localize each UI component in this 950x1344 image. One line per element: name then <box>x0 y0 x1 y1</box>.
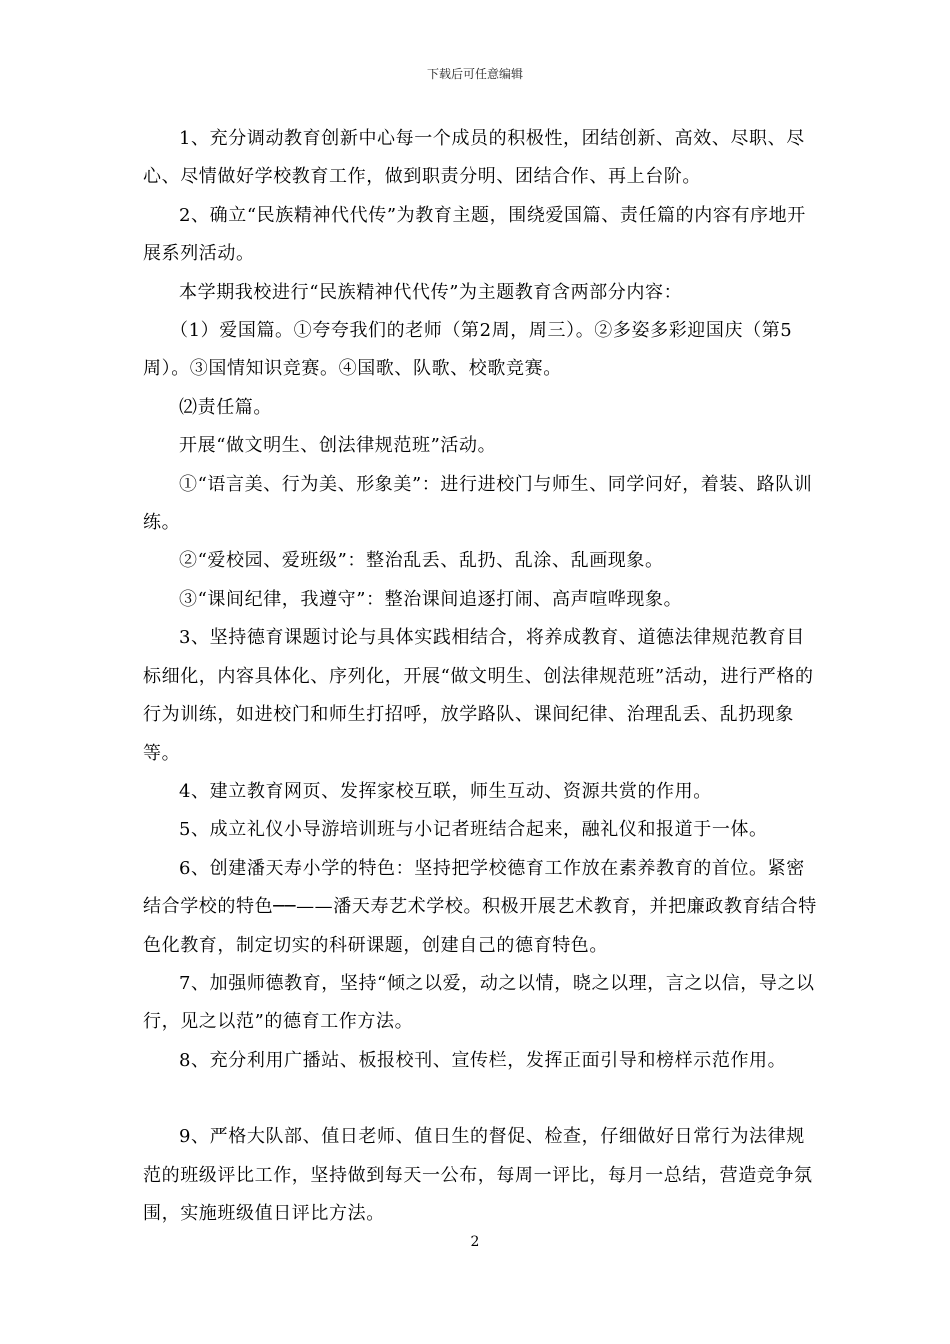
paragraph-5: ⑵责任篇。 <box>179 396 272 418</box>
paragraph-3: 本学期我校进行“民族精神代代传”为主题教育含两部分内容： <box>179 281 683 303</box>
paragraph-4: （1）爱国篇。①夸夸我们的老师（第2周，周三）。②多姿多彩迎国庆（第5周）。③国情知识竞赛。④国歌、队歌、校歌竞赛。 <box>143 320 793 380</box>
document-body <box>143 120 823 1233</box>
page-header: 下载后可任意编辑 <box>426 67 523 81</box>
paragraph-11: 4、建立教育网页、发挥家校互联，师生互动、资源共赏的作用。 <box>179 780 712 802</box>
paragraph-13: 6、创建潘天寿小学的特色：坚持把学校德育工作放在素养教育的首位。紧密结合学校的特色──——潘天寿艺术学校。积极开展艺术教育，并把廉政教育结合特色化教育，制定切实的科研课题，创建自己的德育特色。 <box>143 857 817 956</box>
paragraph-14: 7、加强师德教育，坚持“倾之以爱，动之以情，晓之以理，言之以信，导之以行，见之以范”的德育工作方法。 <box>143 972 815 1033</box>
paragraph-7: ①“语言美、行为美、形象美”：进行进校门与师生、同学问好，着装、路队训练。 <box>143 473 813 534</box>
paragraph-2: 2、确立“民族精神代代传”为教育主题，围绕爱国篇、责任篇的内容有序地开展系列活动。 <box>143 204 806 265</box>
paragraph-12: 5、成立礼仪小导游培训班与小记者班结合起来，融礼仪和报道于一体。 <box>179 819 768 841</box>
paragraph-6: 开展“做文明生、创法律规范班”活动。 <box>179 435 497 457</box>
paragraph-1: 1、充分调动教育创新中心每一个成员的积极性，团结创新、高效、尽职、尽心、尽情做好学校教育工作，做到职责分明、团结合作、再上台阶。 <box>143 128 805 188</box>
paragraph-8: ②“爱校园、爱班级”：整治乱丢、乱扔、乱涂、乱画现象。 <box>179 550 664 572</box>
paragraph-15: 8、充分利用广播站、板报校刊、宣传栏，发挥正面引导和榜样示范作用。 <box>179 1049 787 1071</box>
paragraph-16: 9、严格大队部、值日老师、值日生的督促、检查，仔细做好日常行为法律规范的班级评比工作，坚持做到每天一公布，每周一评比，每月一总结，营造竞争氛围，实施班级值日评比方法。 <box>143 1126 813 1224</box>
paragraph-10: 3、坚持德育课题讨论与具体实践相结合，将养成教育、道德法律规范教育目标细化，内容具体化、序列化，开展“做文明生、创法律规范班”活动，进行严格的行为训练，如进校门和师生打招呼，放学路队、课间纪律、治理乱丢、乱扔现象等。 <box>143 627 814 764</box>
page-number: 2 <box>470 1234 480 1250</box>
paragraph-9: ③“课间纪律，我遵守”：整治课间追逐打闹、高声喧哗现象。 <box>179 588 683 610</box>
